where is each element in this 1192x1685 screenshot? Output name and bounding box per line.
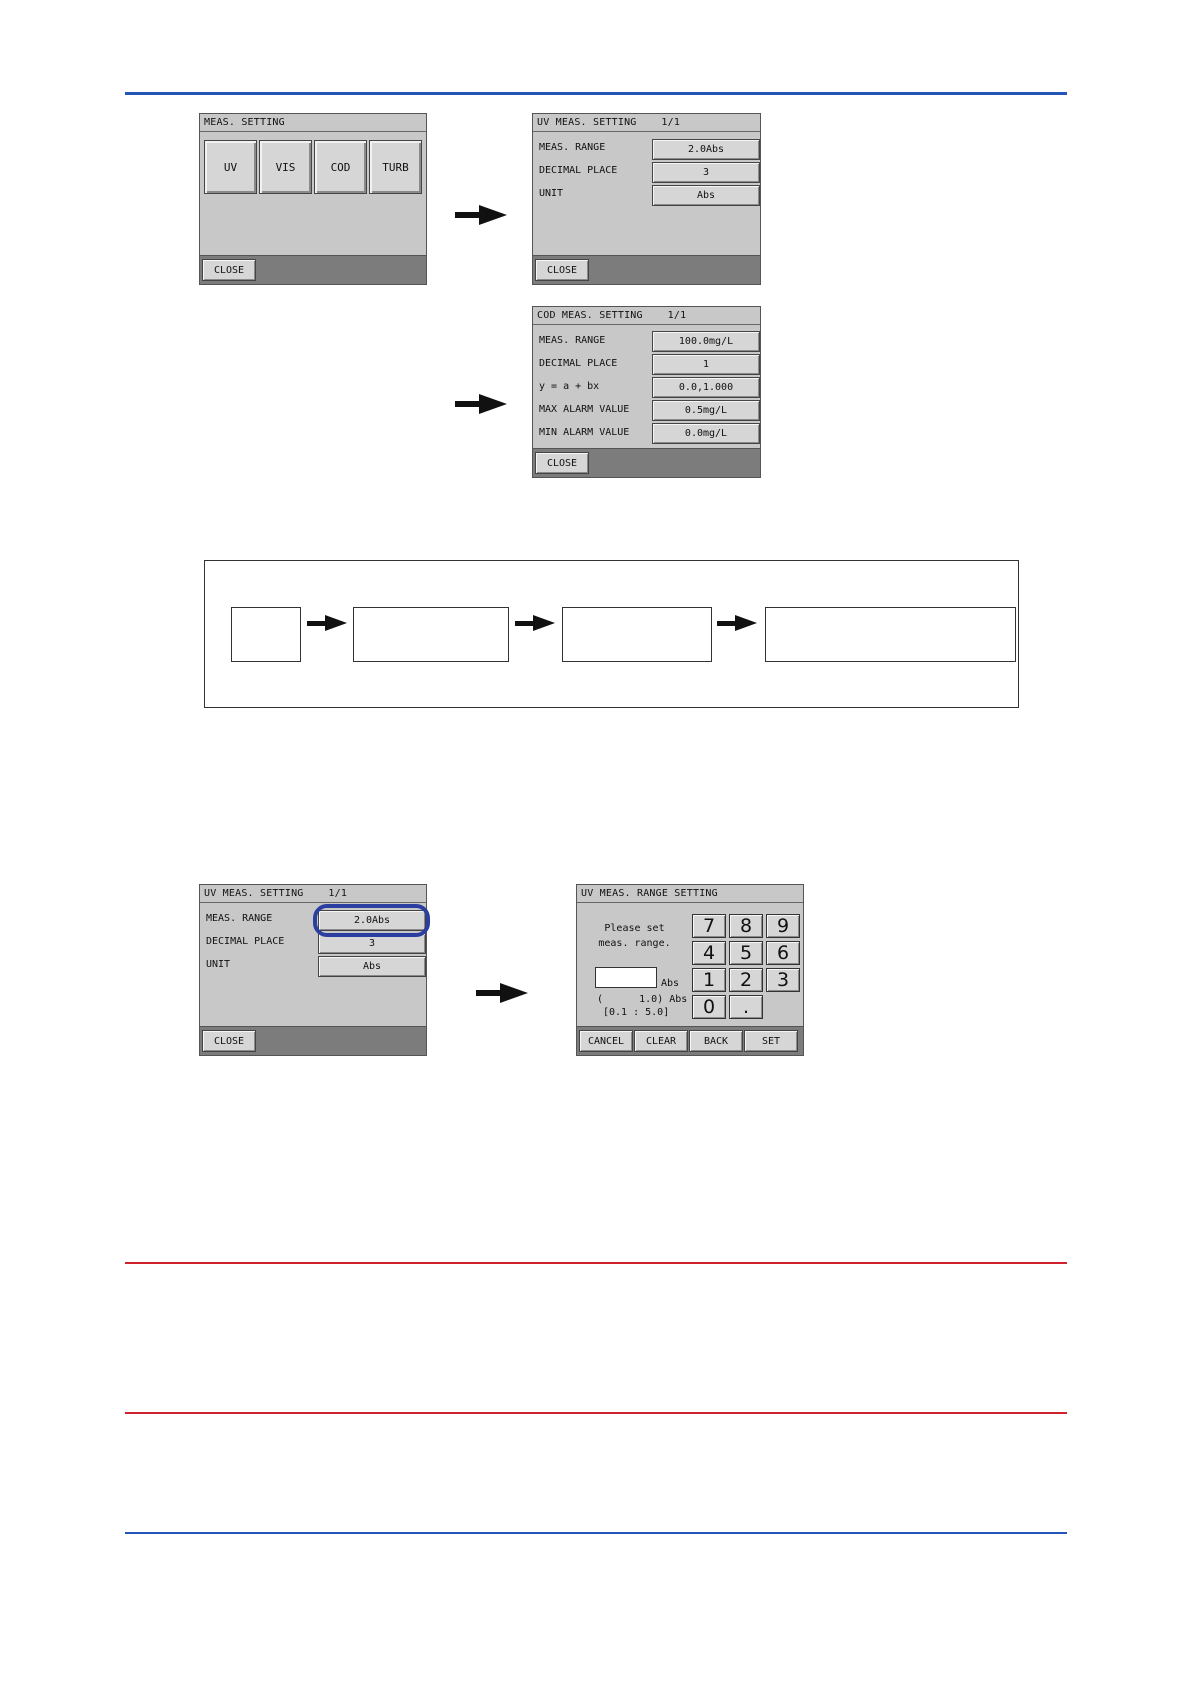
right-arrow-icon	[717, 613, 757, 633]
key-2[interactable]: 2	[729, 968, 763, 992]
bottom-bar	[200, 255, 426, 284]
limits-line: [0.1 : 5.0]	[603, 1007, 670, 1018]
key-6[interactable]: 6	[766, 941, 800, 965]
cancel-button[interactable]: CANCEL	[579, 1030, 633, 1052]
uv-button[interactable]: UV	[204, 140, 257, 194]
key-3[interactable]: 3	[766, 968, 800, 992]
key-5[interactable]: 5	[729, 941, 763, 965]
bottom-bar	[533, 255, 760, 284]
right-arrow-icon	[455, 392, 507, 416]
title-divider	[533, 324, 760, 325]
vis-button[interactable]: VIS	[259, 140, 312, 194]
right-arrow-icon	[476, 981, 528, 1005]
flow-step-box-2	[353, 607, 509, 662]
meas-range-highlight-circle	[313, 904, 430, 937]
bottom-bar	[200, 1026, 426, 1055]
note-bottom-rule	[125, 1412, 1067, 1414]
screen-title: MEAS. SETTING	[204, 117, 285, 128]
max-alarm-value-button[interactable]: 0.5mg/L	[652, 400, 760, 421]
flow-step-box-1	[231, 607, 301, 662]
min-alarm-value-button[interactable]: 0.0mg/L	[652, 423, 760, 444]
cod-button[interactable]: COD	[314, 140, 367, 194]
right-arrow-icon	[307, 613, 347, 633]
bottom-bar	[577, 1026, 803, 1055]
title-divider	[200, 902, 426, 903]
meas-setting-screen	[199, 113, 427, 285]
decimal-place-value-button[interactable]: 3	[652, 162, 760, 183]
right-arrow-icon	[455, 203, 507, 227]
prompt-line-2: meas. range.	[598, 938, 671, 949]
meas-range-value-button[interactable]: 2.0Abs	[318, 910, 426, 931]
close-button[interactable]: CLOSE	[202, 1030, 256, 1052]
key-1[interactable]: 1	[692, 968, 726, 992]
right-arrow-icon	[515, 613, 555, 633]
title-divider	[577, 902, 803, 903]
flow-step-box-4	[765, 607, 1016, 662]
current-value-line: ( 1.0) Abs	[597, 994, 688, 1005]
decimal-place-label: DECIMAL PLACE	[206, 936, 285, 947]
bottom-rule	[125, 1532, 1067, 1534]
back-button[interactable]: BACK	[689, 1030, 743, 1052]
screen-title: UV MEAS. RANGE SETTING	[581, 888, 718, 899]
meas-range-label: MEAS. RANGE	[206, 913, 273, 924]
linear-formula-value-button[interactable]: 0.0,1.000	[652, 377, 760, 398]
meas-range-value-button[interactable]: 100.0mg/L	[652, 331, 760, 352]
unit-value-button[interactable]: Abs	[652, 185, 760, 206]
decimal-place-value-button[interactable]: 3	[318, 933, 426, 954]
close-button[interactable]: CLOSE	[535, 452, 589, 474]
unit-value-button[interactable]: Abs	[318, 956, 426, 977]
close-button[interactable]: CLOSE	[535, 259, 589, 281]
min-alarm-label: MIN ALARM VALUE	[539, 427, 630, 438]
key-9[interactable]: 9	[766, 914, 800, 938]
clear-button[interactable]: CLEAR	[634, 1030, 688, 1052]
key-decimal-point[interactable]: .	[729, 995, 763, 1019]
key-7[interactable]: 7	[692, 914, 726, 938]
close-button[interactable]: CLOSE	[202, 259, 256, 281]
flow-step-box-3	[562, 607, 712, 662]
decimal-place-label: DECIMAL PLACE	[539, 358, 618, 369]
meas-range-label: MEAS. RANGE	[539, 142, 606, 153]
linear-formula-label: y = a + bx	[539, 381, 600, 392]
top-rule	[125, 92, 1067, 95]
cod-meas-setting-screen	[532, 306, 761, 478]
uv-meas-range-setting-screen	[576, 884, 804, 1056]
prompt-line-1: Please set	[604, 923, 665, 934]
title-divider	[200, 131, 426, 132]
note-top-rule	[125, 1262, 1067, 1264]
meas-range-value-button[interactable]: 2.0Abs	[652, 139, 760, 160]
key-8[interactable]: 8	[729, 914, 763, 938]
set-button[interactable]: SET	[744, 1030, 798, 1052]
max-alarm-label: MAX ALARM VALUE	[539, 404, 630, 415]
unit-label: UNIT	[539, 188, 564, 199]
entry-unit-label: Abs	[661, 978, 680, 989]
unit-label: UNIT	[206, 959, 231, 970]
key-4[interactable]: 4	[692, 941, 726, 965]
screen-title: UV MEAS. SETTING 1/1	[204, 888, 348, 899]
range-entry-field[interactable]	[595, 967, 657, 988]
decimal-place-label: DECIMAL PLACE	[539, 165, 618, 176]
screen-title: UV MEAS. SETTING 1/1	[537, 117, 681, 128]
meas-range-label: MEAS. RANGE	[539, 335, 606, 346]
decimal-place-value-button[interactable]: 1	[652, 354, 760, 375]
turb-button[interactable]: TURB	[369, 140, 422, 194]
uv-meas-setting-screen	[532, 113, 761, 285]
bottom-bar	[533, 448, 760, 477]
key-0[interactable]: 0	[692, 995, 726, 1019]
title-divider	[533, 131, 760, 132]
screen-title: COD MEAS. SETTING 1/1	[537, 310, 687, 321]
